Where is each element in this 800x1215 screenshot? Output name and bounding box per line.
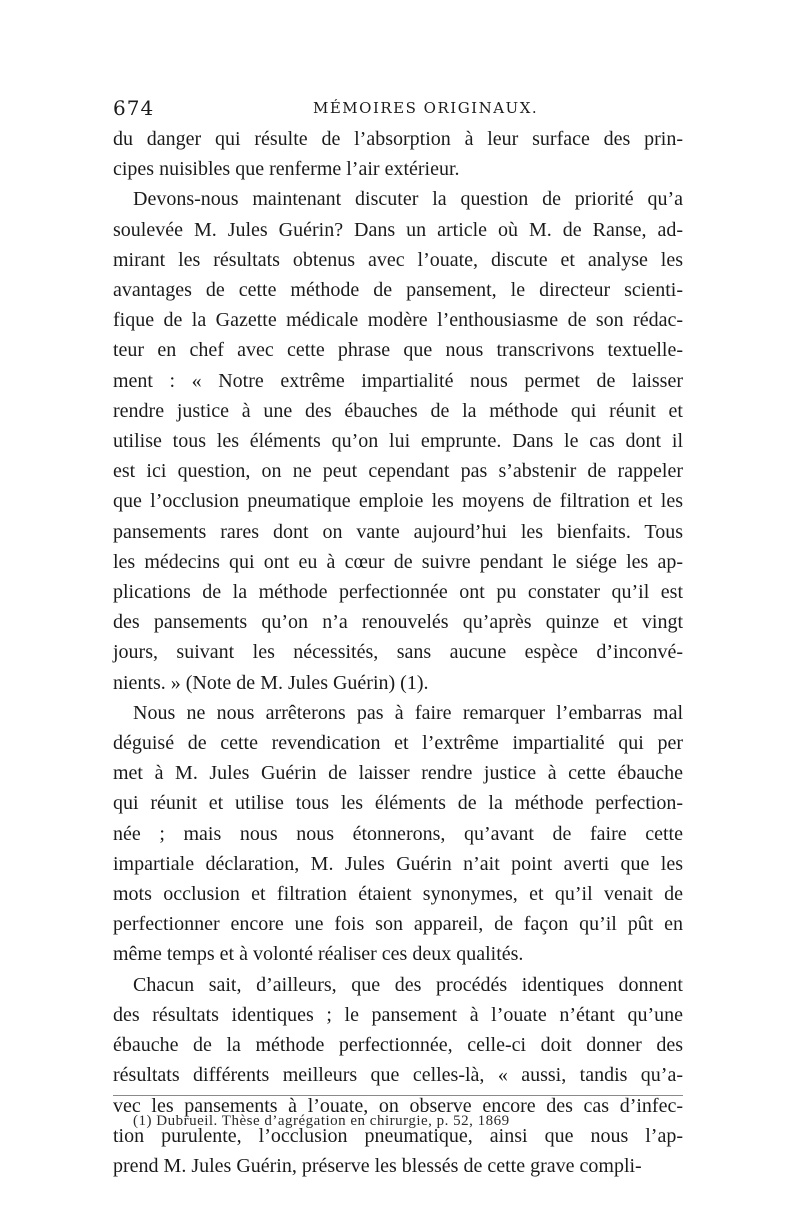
text-line: cipes nuisibles que renferme l’air extérieur. xyxy=(113,158,460,181)
text-line: même temps et à volonté réaliser ces deux qualités. xyxy=(113,943,524,966)
text-line: tion purulente, l’occlusion pneumatique, ainsi que nous l’ap- xyxy=(113,1124,683,1147)
text-line: Nous ne nous arrêterons pas à faire remarquer l’embarras mal xyxy=(133,701,683,724)
text-line: Devons-nous maintenant discuter la question de priorité qu’a xyxy=(133,188,683,211)
paragraph xyxy=(113,970,683,1181)
text-line: des pansements qu’on n’a renouvelés qu’après quinze et vingt xyxy=(113,611,683,634)
text-line: avantages de cette méthode de pansement, le directeur scienti- xyxy=(113,279,683,302)
text-line: prend M. Jules Guérin, préserve les blessés de cette grave compli- xyxy=(113,1154,642,1177)
text-line: les médecins qui ont eu à cœur de suivre pendant le siége les ap- xyxy=(113,550,683,573)
text-line: fique de la Gazette médicale modère l’enthousiasme de son rédac- xyxy=(113,309,683,332)
text-line: des résultats identiques ; le pansement à l’ouate n’étant qu’une xyxy=(113,1003,683,1026)
paragraph xyxy=(113,124,683,184)
text-line: vec les pansements à l’ouate, on observe encore des cas d’infec- xyxy=(113,1094,683,1117)
text-line: Chacun sait, d’ailleurs, que des procédés identiques donnent xyxy=(133,973,683,996)
text-line: utilise tous les éléments qu’on lui emprunte. Dans le cas dont il xyxy=(113,430,683,453)
text-line: plications de la méthode perfectionnée ont pu constater qu’il est xyxy=(113,581,683,604)
text-line: impartiale déclaration, M. Jules Guérin n’ait point averti que les xyxy=(113,852,683,875)
running-title: MÉMOIRES ORIGINAUX. xyxy=(313,99,539,117)
text-line: ment : « Notre extrême impartialité nous permet de laisser xyxy=(113,369,683,392)
text-line: mots occlusion et filtration étaient synonymes, et qu’il venait de xyxy=(113,883,683,906)
text-line: est ici question, on ne peut cependant pas s’abstenir de rappeler xyxy=(113,460,683,483)
text-line: soulevée M. Jules Guérin? Dans un article où M. de Ranse, ad- xyxy=(113,218,683,241)
page-header xyxy=(113,96,683,126)
paragraph xyxy=(113,698,683,970)
footnote-divider xyxy=(113,1095,683,1097)
page-number: 674 xyxy=(113,96,155,120)
text-line: déguisé de cette revendication et l’extrême impartialité qui per xyxy=(113,732,683,755)
text-line: met à M. Jules Guérin de laisser rendre justice à cette ébauche xyxy=(113,762,683,785)
text-line: mirant les résultats obtenus avec l’ouate, discute et analyse les xyxy=(113,248,683,271)
paragraph xyxy=(113,184,683,697)
text-line: ébauche de la méthode perfectionnée, celle-ci doit donner des xyxy=(113,1034,683,1057)
body-text xyxy=(113,124,683,1181)
text-line: nients. » (Note de M. Jules Guérin) (1). xyxy=(113,671,429,694)
text-line: née ; mais nous nous étonnerons, qu’avant de faire cette xyxy=(113,822,683,845)
text-line: résultats différents meilleurs que celles-là, « aussi, tandis qu’a- xyxy=(113,1064,683,1087)
text-line: jours, suivant les nécessités, sans aucune espèce d’inconvé- xyxy=(113,641,683,664)
text-line: teur en chef avec cette phrase que nous transcrivons textuelle- xyxy=(113,339,683,362)
text-line: que l’occlusion pneumatique emploie les moyens de filtration et les xyxy=(113,490,683,513)
footnote: (1) Dubrueil. Thèse d’agrégation en chirurgie, p. 52, 1869 xyxy=(133,1113,510,1129)
text-line: du danger qui résulte de l’absorption à leur surface des prin- xyxy=(113,128,683,150)
text-line: rendre justice à une des ébauches de la méthode qui réunit et xyxy=(113,399,683,422)
text-line: perfectionner encore une fois son appareil, de façon qu’il pût en xyxy=(113,913,683,936)
text-line: qui réunit et utilise tous les éléments de la méthode perfection- xyxy=(113,792,683,815)
text-line: pansements rares dont on vante aujourd’hui les bienfaits. Tous xyxy=(113,520,683,543)
